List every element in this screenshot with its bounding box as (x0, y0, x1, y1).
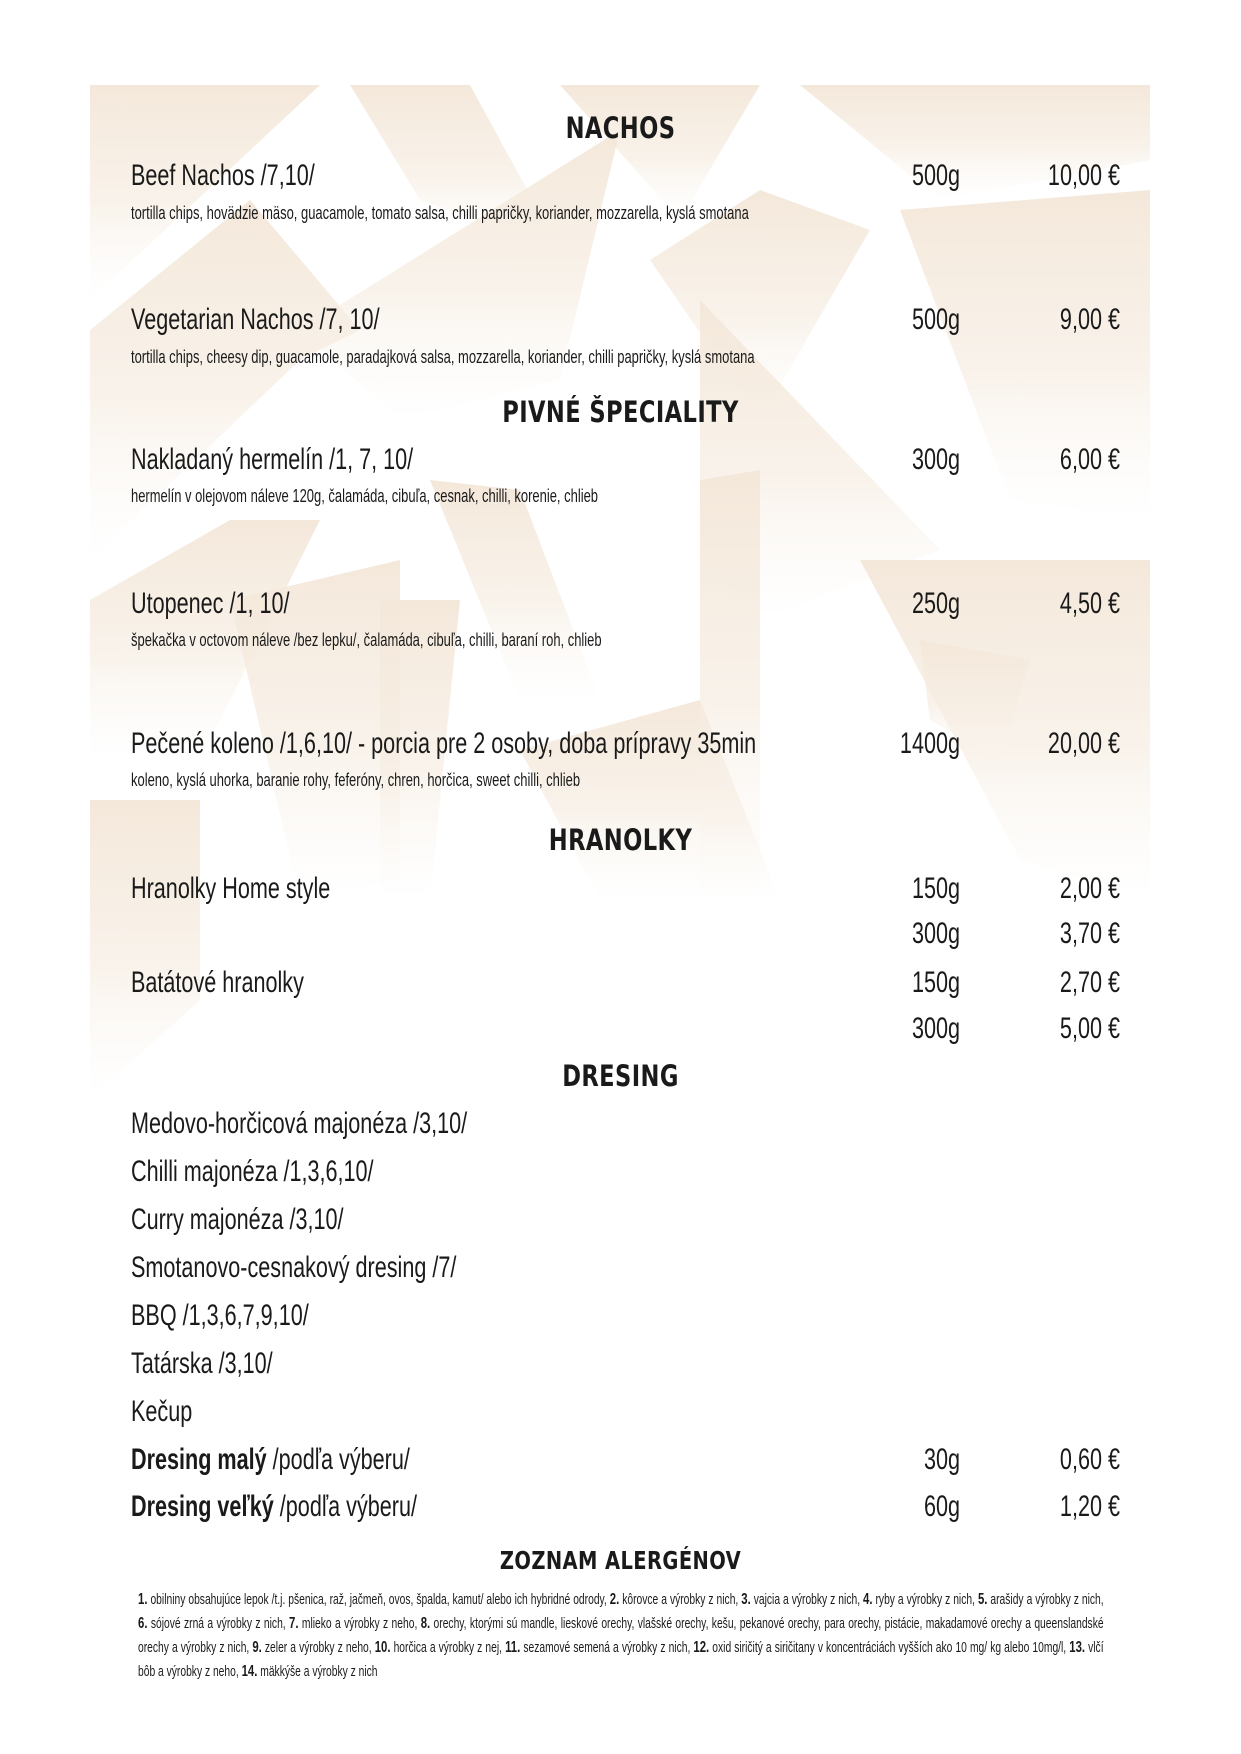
section-heading-nachos: NACHOS (565, 111, 676, 145)
menu-item-name: Vegetarian Nachos /7, 10/ (131, 303, 380, 336)
dressing-size-note: /podľa výberu/ (266, 1443, 410, 1476)
menu-item-weight: 300g (911, 1012, 960, 1045)
allergen-number: 12. (693, 1639, 710, 1656)
menu-item-price: 5,00 € (1059, 1012, 1120, 1045)
allergen-number: 3. (741, 1591, 751, 1608)
menu-item-name: Pečené koleno /1,6,10/ - porcia pre 2 osoby, doba prípravy 35min (131, 727, 757, 760)
menu-item-weight: 150g (911, 872, 960, 905)
allergen-text: mlieko a výrobky z neho, (298, 1616, 421, 1632)
menu-item-price: 4,50 € (1059, 587, 1120, 620)
menu-item-weight: 30g (923, 1443, 960, 1476)
allergen-number: 6. (138, 1615, 148, 1632)
allergen-text: sójové zrná a výrobky z nich, (147, 1616, 290, 1632)
dressing-option: Chilli majonéza /1,3,6,10/ (131, 1155, 374, 1188)
menu-item-weight: 60g (923, 1490, 960, 1523)
menu-item-weight: 250g (911, 587, 960, 620)
dressing-option: Smotanovo-cesnakový dresing /7/ (131, 1251, 457, 1284)
dressing-option: Medovo-horčicová majonéza /3,10/ (131, 1107, 468, 1140)
menu-item-price: 6,00 € (1059, 443, 1120, 476)
menu-item-name: Batátové hranolky (131, 966, 304, 999)
allergen-text: sezamové semená a výrobky z nich, (520, 1640, 694, 1656)
section-heading-pivne-speciality: PIVNÉ ŠPECIALITY (502, 395, 739, 429)
allergen-number: 9. (252, 1639, 262, 1656)
dressing-option: BBQ /1,3,6,7,9,10/ (131, 1299, 309, 1332)
allergen-text: mäkkýše a výrobky z nich (257, 1664, 378, 1680)
menu-item-description: tortilla chips, cheesy dip, guacamole, paradajková salsa, mozzarella, koriander, chilli papričky, kyslá smotana (131, 347, 755, 367)
menu-item-price: 3,70 € (1059, 917, 1120, 950)
menu-item-name (131, 1490, 417, 1524)
allergen-number: 1. (138, 1591, 148, 1608)
allergen-text: kôrovce a výrobky z nich, (619, 1592, 742, 1608)
allergen-text: horčica a výrobky z nej, (390, 1640, 506, 1656)
allergen-number: 7. (289, 1615, 299, 1632)
allergen-text: oxid siričitý a siričitany v koncentráciách vyšších ako 10 mg/ kg alebo 10mg/l, (709, 1640, 1070, 1656)
allergen-list (138, 1588, 1104, 1684)
dressing-size-label: Dresing malý (131, 1443, 267, 1476)
menu-item-name (131, 1443, 410, 1477)
menu-item-name: Hranolky Home style (131, 872, 331, 905)
allergen-number: 14. (241, 1663, 258, 1680)
menu-item-description: koleno, kyslá uhorka, baranie rohy, feferóny, chren, horčica, sweet chilli, chlieb (131, 770, 581, 790)
allergen-text: arašidy a výrobky z nich, (987, 1592, 1104, 1608)
dressing-size-label: Dresing veľký (131, 1490, 274, 1523)
allergen-number: 10. (374, 1639, 391, 1656)
menu-item-price: 1,20 € (1059, 1490, 1120, 1523)
menu-item-price: 0,60 € (1059, 1443, 1120, 1476)
dressing-option: Tatárska /3,10/ (131, 1347, 273, 1380)
menu-item-weight: 150g (911, 966, 960, 999)
menu-item-price: 2,00 € (1059, 872, 1120, 905)
allergen-number: 4. (863, 1591, 873, 1608)
menu-item-weight: 300g (911, 443, 960, 476)
dressing-option: Curry majonéza /3,10/ (131, 1203, 344, 1236)
menu-item-description: tortilla chips, hovädzie mäso, guacamole, tomato salsa, chilli papričky, koriander, mozzarella, kyslá smotana (131, 203, 749, 223)
menu-item-weight: 300g (911, 917, 960, 950)
dressing-size-note: /podľa výberu/ (273, 1490, 417, 1523)
allergen-text: vajcia a výrobky z nich, (750, 1592, 864, 1608)
menu-item-price: 9,00 € (1059, 303, 1120, 336)
allergen-text: zeler a výrobky z neho, (261, 1640, 375, 1656)
dressing-option: Kečup (131, 1395, 193, 1428)
menu-item-description: špekačka v octovom náleve /bez lepku/, čalamáda, cibuľa, chilli, baraní roh, chlieb (131, 630, 602, 650)
menu-item-name: Beef Nachos /7,10/ (131, 159, 315, 192)
section-heading-dresing: DRESING (562, 1059, 679, 1093)
allergen-number: 5. (977, 1591, 988, 1608)
allergen-text: obilniny obsahujúce lepok /t.j. pšenica, raž, jačmeň, ovos, špalda, kamut/ alebo ich hybridné odrody, (147, 1592, 610, 1608)
allergen-number: 11. (505, 1639, 521, 1656)
allergen-list-heading: ZOZNAM ALERGÉNOV (499, 1546, 742, 1575)
menu-item-weight: 1400g (899, 727, 960, 760)
menu-item-price: 20,00 € (1047, 727, 1120, 760)
section-heading-hranolky: HRANOLKY (548, 823, 693, 857)
menu-item-price: 10,00 € (1047, 159, 1120, 192)
menu-item-description: hermelín v olejovom náleve 120g, čalamáda, cibuľa, cesnak, chilli, korenie, chlieb (131, 486, 598, 506)
allergen-number: 8. (420, 1615, 431, 1632)
allergen-text: ryby a výrobky z nich, (872, 1592, 978, 1608)
menu-item-weight: 500g (911, 159, 960, 192)
allergen-text: vlčí bôb a výrobky z neho, (138, 1640, 1104, 1680)
menu-item-name: Utopenec /1, 10/ (131, 587, 290, 620)
menu-item-price: 2,70 € (1059, 966, 1120, 999)
allergen-number: 2. (609, 1591, 620, 1608)
allergen-text: orechy, ktorými sú mandle, lieskové orechy, vlašské orechy, kešu, pekanové orechy, para orechy, pistácie, makadamové orechy a queenslandské orechy a výrobky z nich, (138, 1616, 1104, 1656)
menu-item-weight: 500g (911, 303, 960, 336)
menu-item-name: Nakladaný hermelín /1, 7, 10/ (131, 443, 414, 476)
allergen-number: 13. (1069, 1639, 1086, 1656)
